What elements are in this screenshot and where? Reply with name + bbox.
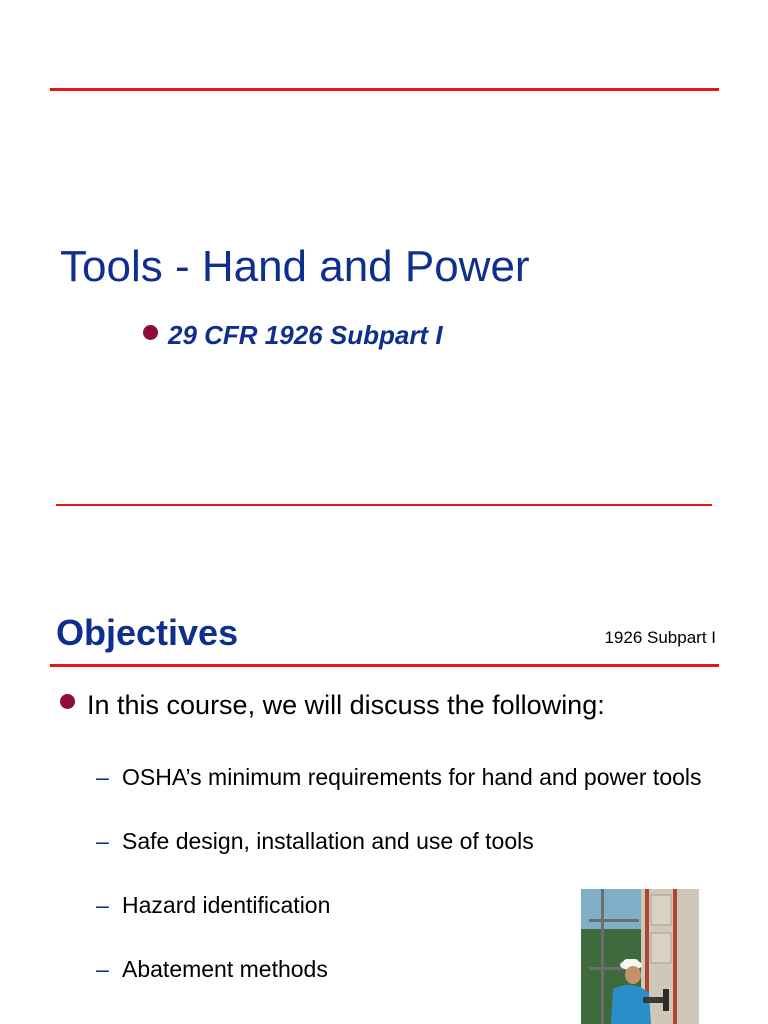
objectives-title: Objectives <box>56 612 239 653</box>
subpart-reference: 1926 Subpart I <box>604 628 716 647</box>
list-item-text: Abatement methods <box>122 956 328 982</box>
list-item-text: Hazard identification <box>122 892 331 918</box>
list-item <box>96 762 716 793</box>
intro-bullet <box>60 690 605 721</box>
page-title: Tools - Hand and Power <box>60 242 530 291</box>
dash-icon: – <box>96 764 109 790</box>
slide-divider <box>56 504 712 506</box>
dash-icon: – <box>96 956 109 982</box>
bullet-icon <box>143 325 158 340</box>
intro-text: In this course, we will discuss the following: <box>87 690 605 720</box>
list-item <box>96 826 716 857</box>
dash-icon: – <box>96 828 109 854</box>
bullet-icon <box>60 694 75 709</box>
objectives-divider <box>50 664 719 667</box>
list-item-text: OSHA’s minimum requirements for hand and power tools <box>122 764 702 790</box>
worker-photo <box>581 889 699 1024</box>
subtitle-bullet <box>143 320 443 351</box>
list-item-text: Safe design, installation and use of tools <box>122 828 534 854</box>
subtitle-text: 29 CFR 1926 Subpart I <box>168 320 443 350</box>
top-divider <box>50 88 719 91</box>
dash-icon: – <box>96 892 109 918</box>
